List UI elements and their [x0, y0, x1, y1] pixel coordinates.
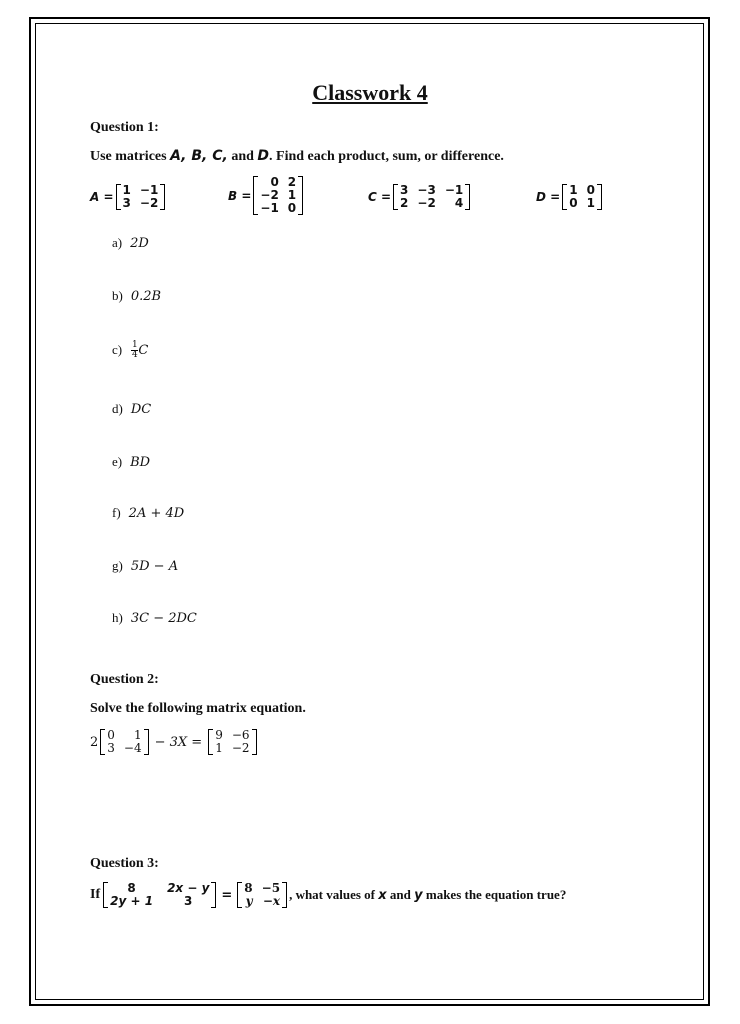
matrix-cell: 1 — [133, 728, 142, 742]
instr-and: and — [227, 149, 258, 164]
question-1-heading: Question 1: — [90, 120, 159, 135]
if-text: If — [90, 887, 101, 902]
instr-var-d: D — [257, 148, 270, 164]
equation-middle: − 3X = — [154, 734, 203, 750]
item-expression: 3C − 2DC — [130, 611, 197, 626]
item-expression — [131, 340, 149, 360]
item-letter: b) — [112, 288, 123, 303]
item-letter: a) — [112, 235, 123, 250]
matrix-cell: 0 — [270, 175, 279, 189]
matrix-cell: 2 — [287, 175, 297, 189]
instr-suffix: . Find each product, sum, or difference. — [269, 149, 504, 164]
matrix-cell: 8 — [244, 881, 253, 895]
matrix-cell: y — [245, 894, 253, 908]
item-a — [112, 235, 149, 251]
item-d — [112, 401, 151, 417]
page-title: Classwork 4 — [312, 80, 428, 105]
suffix-text: , what values of — [289, 887, 379, 902]
item-expression: BD — [130, 455, 151, 470]
equation-matrix-right — [208, 729, 256, 755]
matrix-cell: 2x − y — [167, 881, 210, 895]
matrix-b-definition — [228, 176, 305, 215]
matrix-cell: 3 — [400, 183, 409, 197]
item-h — [112, 610, 197, 626]
instr-text: Use matrices — [90, 149, 171, 164]
item-letter: c) — [112, 342, 123, 357]
item-expression: 2A + 4D — [128, 506, 185, 521]
item-expression: 2D — [130, 236, 149, 251]
matrix-cell: −2 — [260, 188, 279, 202]
item-expression: 0.2B — [130, 289, 162, 304]
question-3-heading: Question 3: — [90, 856, 159, 871]
matrix-cell: −1 — [260, 201, 279, 215]
question-2-heading: Question 2: — [90, 672, 159, 687]
matrix-cell: −4 — [123, 741, 142, 755]
matrix-d-label: D = — [536, 190, 561, 204]
matrix-cell: −1 — [444, 183, 464, 197]
matrix-cell: −2 — [139, 196, 159, 210]
item-expression: DC — [130, 402, 152, 417]
matrix-cell: 0 — [569, 196, 578, 210]
item-expression: 5D − A — [130, 559, 179, 574]
item-c — [112, 341, 148, 360]
matrix-cell: 8 — [127, 881, 136, 895]
matrix-cell: 1 — [122, 183, 131, 197]
matrix-c — [393, 184, 470, 210]
equation-matrix-left — [100, 729, 148, 755]
matrix-cell: −2 — [417, 196, 436, 210]
matrix-d-definition — [536, 184, 604, 210]
matrix-cell: 9 — [215, 728, 223, 742]
matrix-cell: −6 — [231, 728, 250, 742]
equation-coefficient: 2 — [90, 734, 99, 750]
matrix-b-label: B = — [228, 188, 252, 203]
matrix-cell: 1 — [215, 741, 223, 755]
matrix-cell: 1 — [586, 196, 595, 210]
item-e — [112, 454, 150, 470]
matrix-cell: 0 — [287, 201, 297, 215]
instr-vars: A, B, C, — [170, 148, 228, 164]
item-letter: e) — [112, 454, 123, 469]
matrix-cell: −2 — [231, 741, 250, 755]
question-3-equation — [90, 882, 566, 908]
matrix-cell: 4 — [454, 196, 464, 210]
matrix-c-label: C = — [368, 190, 392, 204]
question-2-equation — [90, 729, 259, 755]
matrix-cell: 0 — [586, 183, 595, 197]
suffix-end: makes the equation true? — [422, 887, 567, 902]
matrix-cell: 1 — [569, 183, 578, 197]
matrix-cell: 3 — [107, 741, 115, 755]
matrix-cell: −x — [262, 894, 281, 908]
item-variable: C — [138, 343, 149, 358]
matrix-cell: 0 — [107, 728, 115, 742]
equals-sign: = — [221, 887, 233, 903]
matrix-a-label: A = — [90, 190, 114, 204]
var-x: x — [378, 888, 387, 903]
matrix-cell: 1 — [287, 188, 297, 202]
matrix-cell: −5 — [261, 881, 281, 895]
question-1-instruction — [90, 148, 504, 165]
equation-matrix-right — [237, 882, 287, 908]
matrix-c-definition — [368, 184, 472, 210]
matrix-cell: −1 — [139, 183, 159, 197]
suffix-and: and — [386, 887, 415, 902]
question-3-suffix — [289, 887, 566, 903]
item-b — [112, 288, 161, 304]
item-f — [112, 505, 184, 521]
item-letter: d) — [112, 401, 123, 416]
matrix-cell: 3 — [184, 894, 193, 908]
matrix-b — [253, 176, 303, 215]
matrix-a-definition — [90, 184, 167, 210]
item-letter: h) — [112, 610, 123, 625]
fraction-denominator: 4 — [131, 350, 138, 360]
item-letter: g) — [112, 558, 123, 573]
item-letter: f) — [112, 505, 121, 520]
fraction-numerator: 1 — [131, 340, 138, 350]
matrix-cell: 2 — [400, 196, 409, 210]
matrix-a — [116, 184, 166, 210]
var-y: y — [414, 888, 423, 903]
matrix-cell: 3 — [122, 196, 131, 210]
question-2-instruction: Solve the following matrix equation. — [90, 701, 306, 716]
item-g — [112, 558, 178, 574]
matrix-d — [562, 184, 602, 210]
equation-matrix-left — [103, 882, 216, 908]
matrix-cell: −3 — [417, 183, 436, 197]
matrix-cell: 2y + 1 — [110, 894, 154, 908]
